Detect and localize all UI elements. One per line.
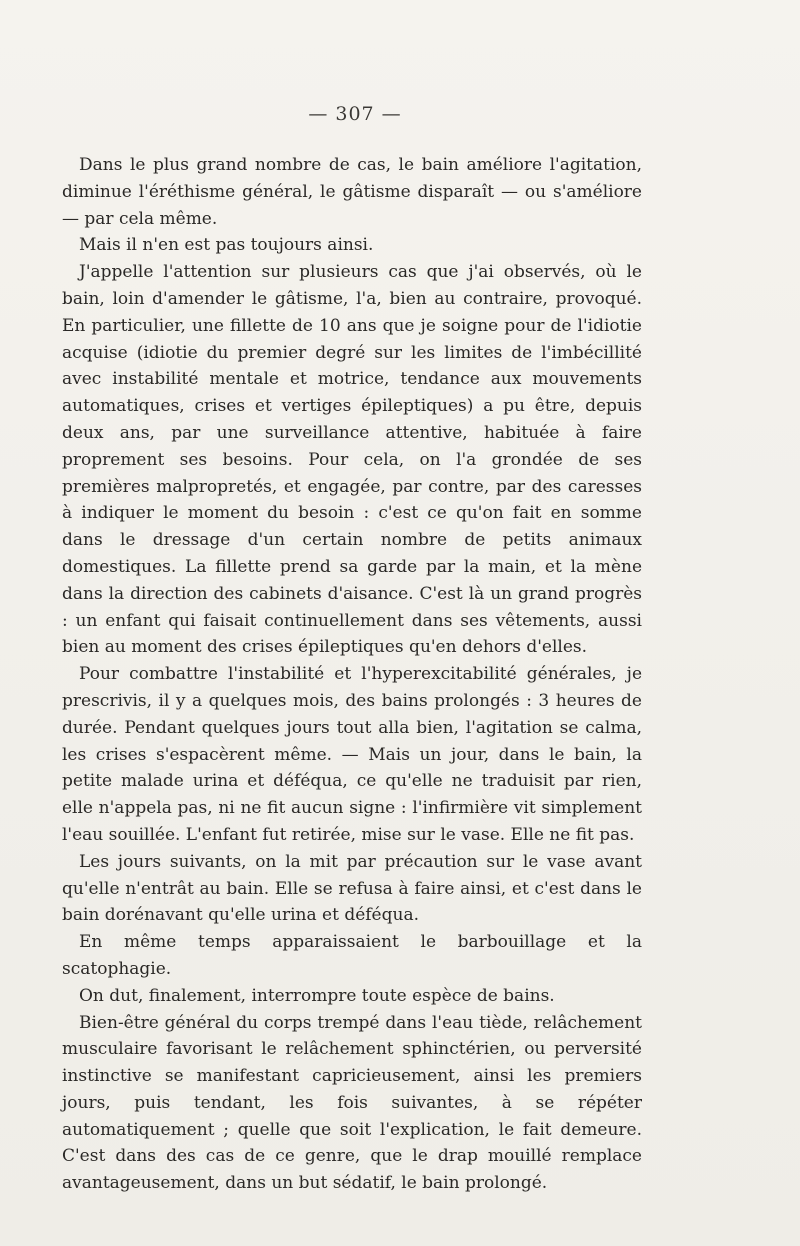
paragraph-6: En même temps apparaissaient le barbouillage et la scatophagie. [62, 932, 642, 979]
paragraph-7: On dut, finalement, interrompre toute espèce de bains. [79, 985, 555, 1006]
paragraph-2: Mais il n'en est pas toujours ainsi. [79, 235, 374, 256]
paragraph-1: Dans le plus grand nombre de cas, le bain améliore l'agitation, diminue l'éréthisme général, le gâtisme disparaît — ou s'améliore — par cela même. [62, 155, 642, 229]
paragraph-3: J'appelle l'attention sur plusieurs cas que j'ai observés, où le bain, loin d'amender le gâtisme, l'a, bien au contraire, provoqué. En particulier, une fillette de 10 ans que je soigne pour de l'idiotie acquise (idiotie du premier degré sur les limites de l'imbécillité avec instabilité mentale et motrice, tendance aux mouvements automatiques, crises et vertiges épileptiques) a pu être, depuis deux ans, par une surveillance attentive, habituée à faire proprement ses besoins. Pour cela, on l'a grondée de ses premières malpropretés, et engagée, par contre, par des caresses à indiquer le moment du besoin : c'est ce qu'on fait en somme dans le dressage d'un certain nombre de petits animaux domestiques. La fillette prend sa garde par la main, et la mène dans la direction des cabinets d'aisance. C'est là un grand progrès : un enfant qui faisait continuellement dans ses vêtements, aussi bien au moment des crises épileptiques qu'en dehors d'elles. [62, 262, 642, 658]
paragraph-5: Les jours suivants, on la mit par précaution sur le vase avant qu'elle n'entrât au bain. Elle se refusa à faire ainsi, et c'est dans le bain dorénavant qu'elle urina et déféqua. [62, 851, 642, 926]
body-text [62, 152, 642, 1197]
page-number: — 307 — [308, 103, 402, 125]
paragraph-4: Pour combattre l'instabilité et l'hyperexcitabilité générales, je prescrivis, il y a quelques mois, des bains prolongés : 3 heures de durée. Pendant quelques jours tout alla bien, l'agitation se calma, les crises s'espacèrent même. — Mais un jour, dans le bain, la petite malade urina et déféqua, ce qu'elle ne traduisit par rien, elle n'appela pas, ni ne fit aucun signe : l'infirmière vit simplement l'eau souillée. L'enfant fut retirée, mise sur le vase. Elle ne fit pas. [62, 664, 642, 845]
paragraph-8: Bien-être général du corps trempé dans l'eau tiède, relâchement musculaire favorisant le relâchement sphinctérien, ou perversité instinctive se manifestant capricieusement, ainsi les premiers jours, puis tendant, les fois suivantes, à se répéter automatiquement ; quelle que soit l'explication, le fait demeure. C'est dans des cas de ce genre, que le drap mouillé remplace avantageusement, dans un but sédatif, le bain prolongé. [62, 1012, 642, 1194]
